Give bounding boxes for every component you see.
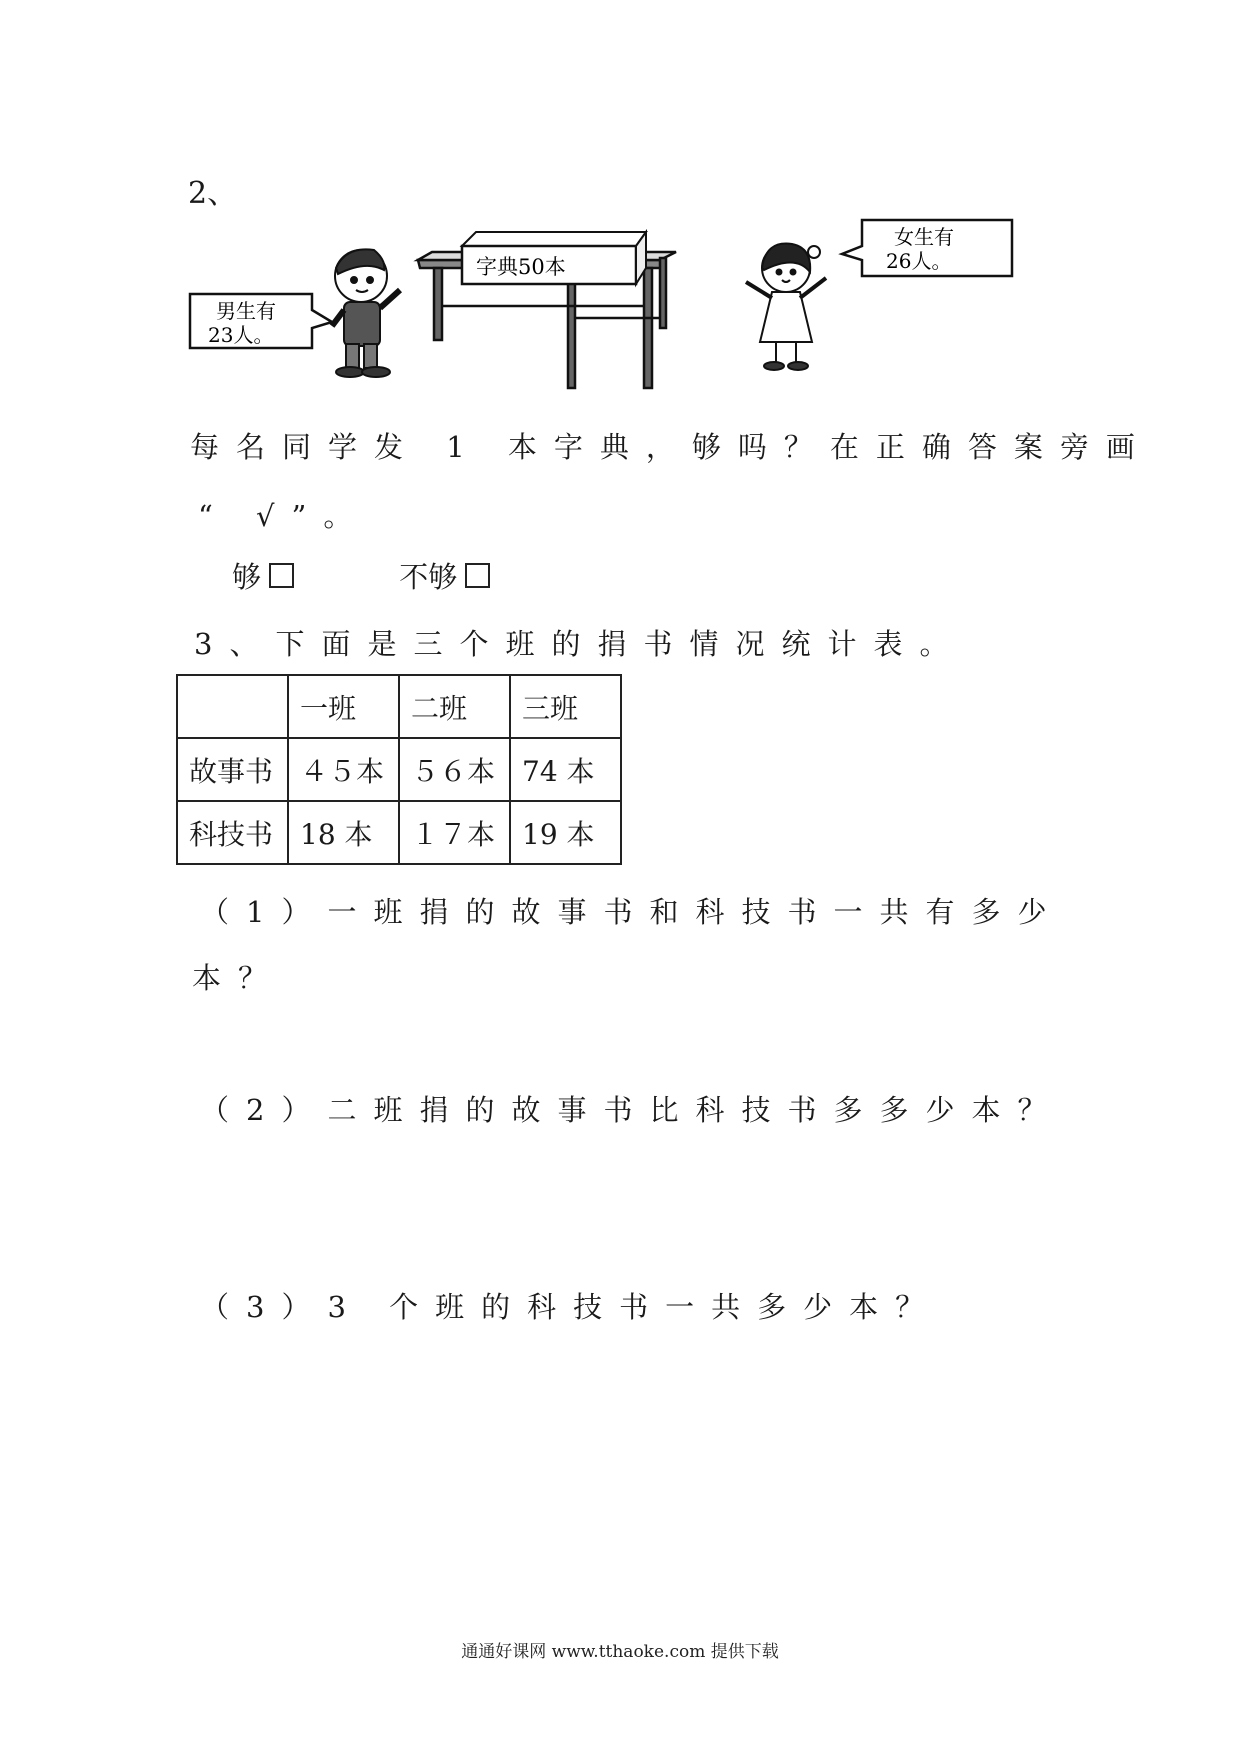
option-not-enough[interactable] [399, 555, 490, 596]
question-3-title: 3、下面是三个班的捐书情况统计表。 [194, 627, 966, 661]
dictionary-box [462, 232, 646, 284]
question-2-number: 2、 [188, 176, 238, 211]
boy-figure [332, 249, 400, 377]
table-cell: 故事书 [177, 738, 288, 801]
option-not-enough-label: 不够 [399, 560, 458, 594]
option-enough[interactable] [232, 555, 294, 596]
sub-question-1-line2: 本？ [192, 961, 285, 995]
boy-bubble-line1: 男生有 [216, 299, 276, 323]
girl-bubble-line2: 26人。 [886, 249, 952, 273]
boy-speech-bubble [190, 294, 332, 348]
boy-bubble-line2: 23人。 [208, 323, 274, 347]
table-cell: 19 本 [510, 801, 621, 864]
table-header-cell [177, 675, 288, 738]
girl-figure [746, 244, 826, 371]
footer-credit: 通通好课网 www.tthaoke.com 提供下载 [461, 1642, 779, 1662]
table-row [177, 801, 621, 864]
table-header-cell: 二班 [399, 675, 510, 738]
option-not-enough-checkbox[interactable] [465, 563, 490, 588]
option-enough-checkbox[interactable] [269, 563, 294, 588]
option-enough-label: 够 [232, 560, 262, 594]
table-header-row [177, 675, 621, 738]
sub-question-1-line1: （1）一班捐的故事书和科技书一共有多少 [200, 895, 1064, 929]
sub-question-3: （3）3 个班的科技书一共多少本？ [200, 1290, 942, 1324]
table-cell: 18 本 [288, 801, 399, 864]
dictionary-illustration [186, 225, 1022, 394]
question-2-prompt-line1: 每名同学发 1 本字典，够吗？在正确答案旁画 [190, 430, 1152, 464]
sub-question-2: （2）二班捐的故事书比科技书多多少本？ [200, 1093, 1064, 1127]
question-2-prompt-line2: “ √”。 [198, 499, 370, 533]
table-header-cell: 三班 [510, 675, 621, 738]
table-cell: ５６本 [399, 738, 510, 801]
girl-bubble-line1: 女生有 [894, 225, 954, 249]
table-cell: 科技书 [177, 801, 288, 864]
girl-speech-bubble [842, 220, 1012, 276]
table-cell: ４５本 [288, 738, 399, 801]
table-header-cell: 一班 [288, 675, 399, 738]
answer-options [232, 555, 490, 596]
book-donation-table [176, 674, 622, 865]
dictionary-box-label: 字典50本 [476, 255, 566, 279]
table-cell: １７本 [399, 801, 510, 864]
table-row [177, 738, 621, 801]
table-cell: 74 本 [510, 738, 621, 801]
